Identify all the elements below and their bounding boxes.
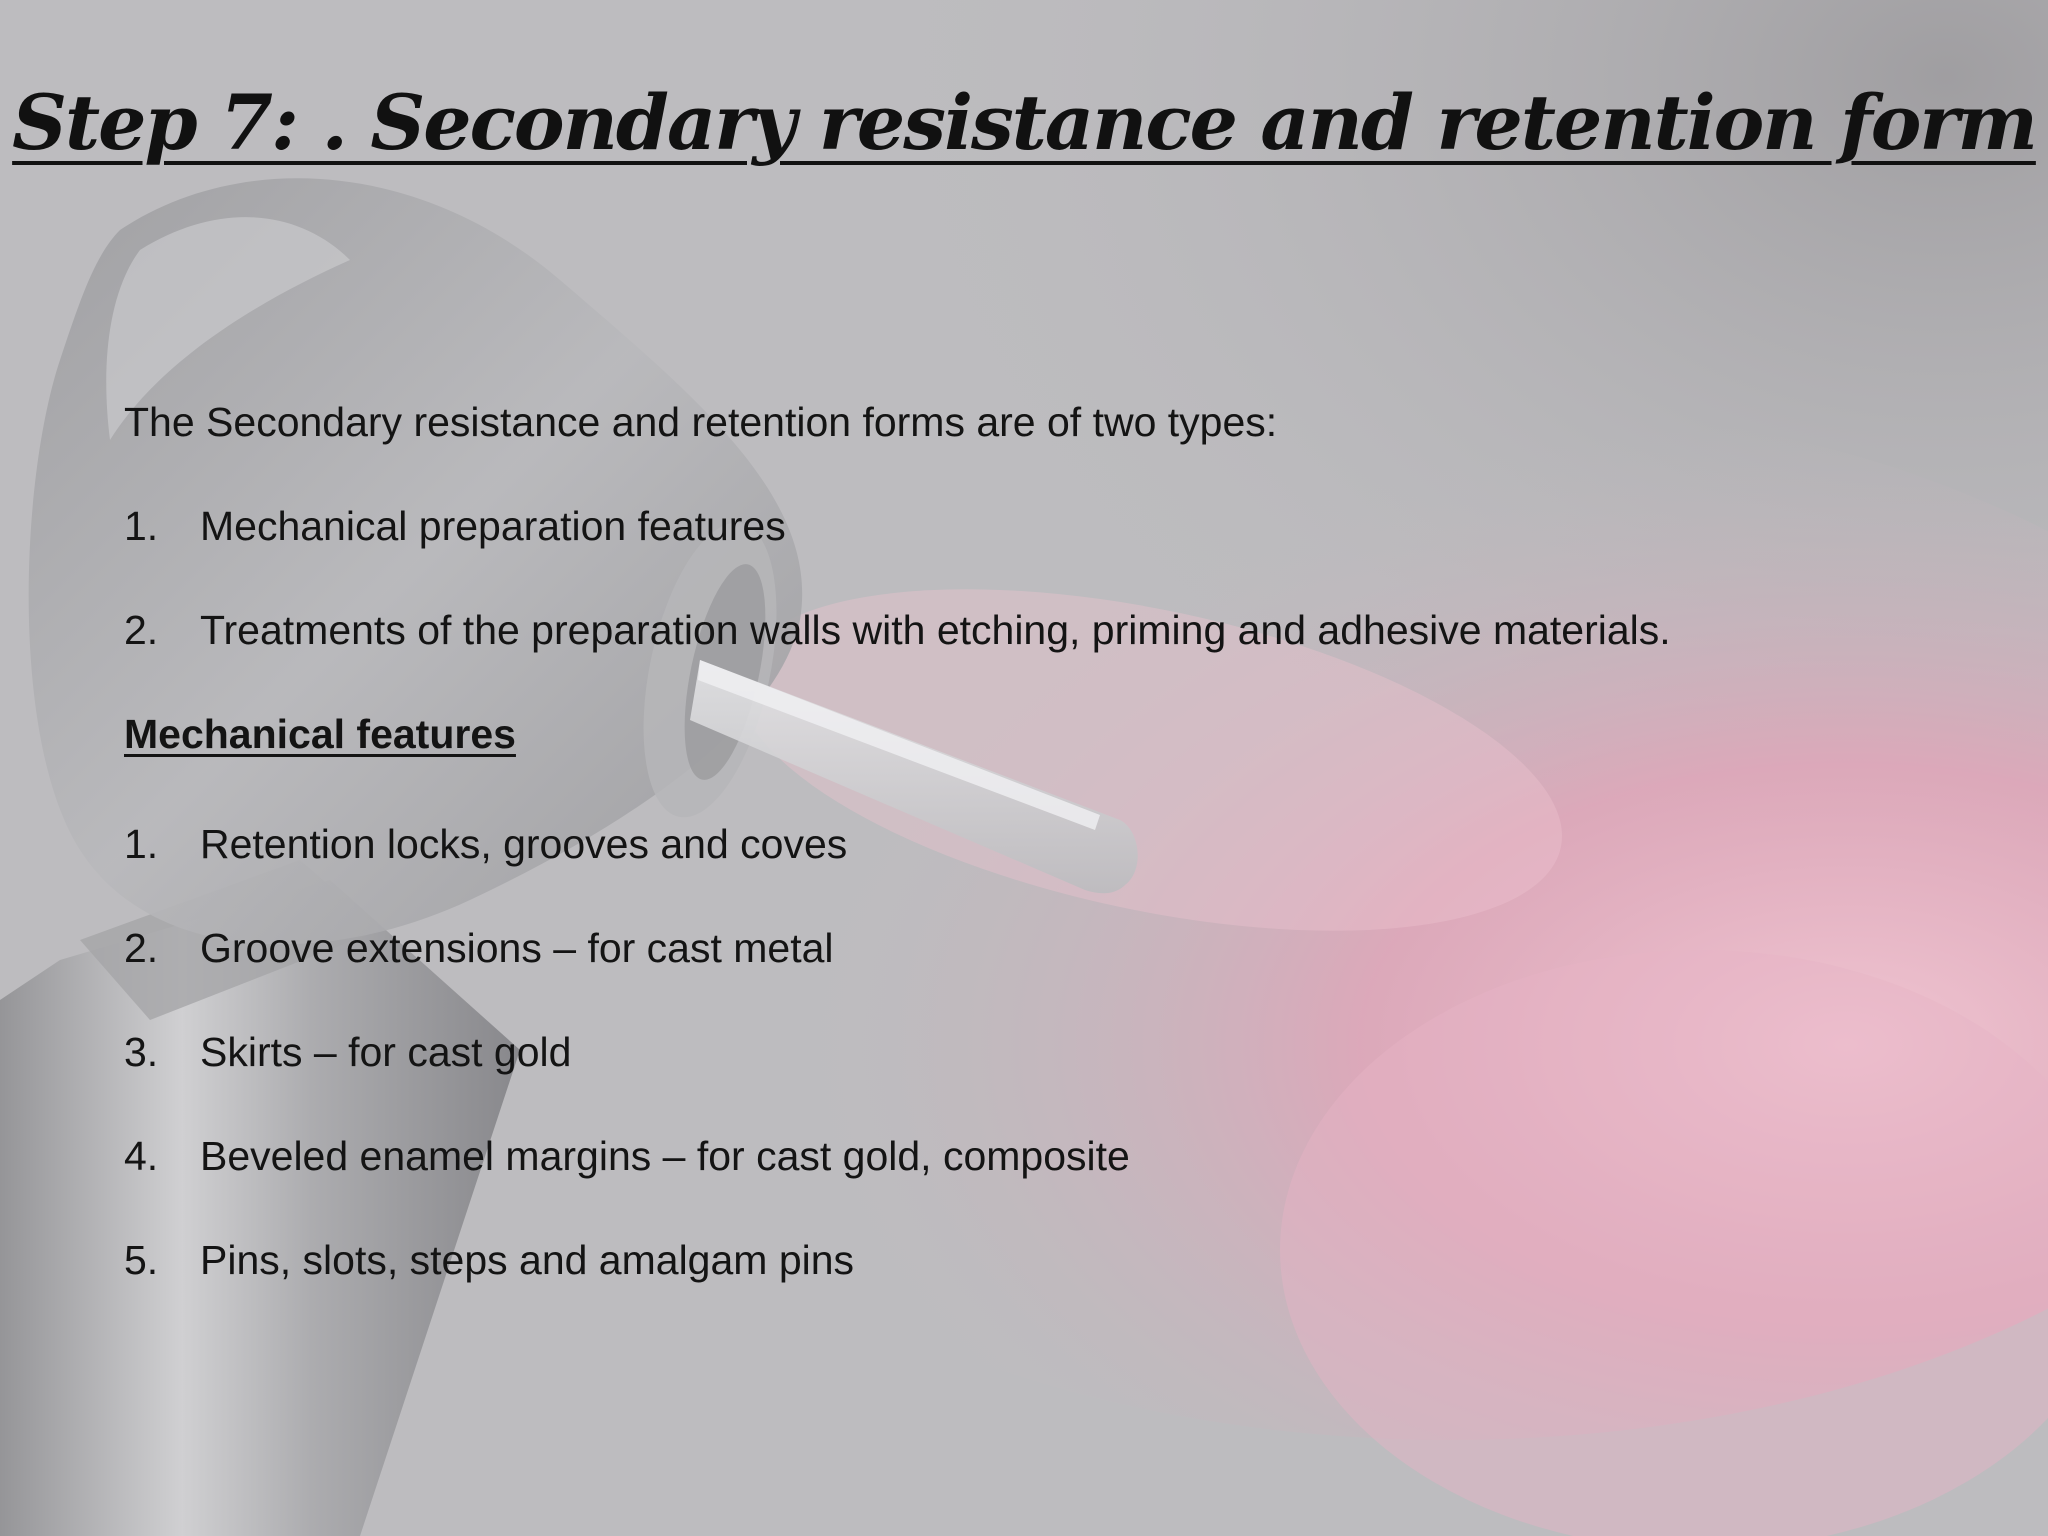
list-item-text: Retention locks, grooves and coves xyxy=(200,821,848,867)
list-item-text: Treatments of the preparation walls with etching, priming and adhesive materials. xyxy=(200,607,1671,653)
list-item-text: Beveled enamel margins – for cast gold, composite xyxy=(200,1133,1130,1179)
section-heading: Mechanical features xyxy=(124,711,516,757)
list-number: 1. xyxy=(124,821,159,867)
list-item-text: Mechanical preparation features xyxy=(200,503,786,549)
list-number: 2. xyxy=(124,925,159,971)
list-item xyxy=(124,814,2004,918)
list-item-text: Groove extensions – for cast metal xyxy=(200,925,834,971)
list-item xyxy=(124,1230,2004,1334)
list-item xyxy=(124,1126,2004,1230)
list-item-text: Skirts – for cast gold xyxy=(200,1029,572,1075)
list-number: 2. xyxy=(124,607,159,653)
list-number: 5. xyxy=(124,1237,159,1283)
list-number: 3. xyxy=(124,1029,159,1075)
intro-text: The Secondary resistance and retention forms are of two types: xyxy=(124,399,1278,445)
list-item xyxy=(124,496,2004,600)
slide-title: Step 7: . Secondary resistance and retention form xyxy=(12,78,2036,167)
list-item-text: Pins, slots, steps and amalgam pins xyxy=(200,1237,855,1283)
list-item xyxy=(124,918,2004,1022)
list-number: 1. xyxy=(124,503,159,549)
slide-body xyxy=(124,392,2004,1334)
list-item xyxy=(124,1022,2004,1126)
list-item xyxy=(124,600,2004,704)
list-number: 4. xyxy=(124,1133,159,1179)
